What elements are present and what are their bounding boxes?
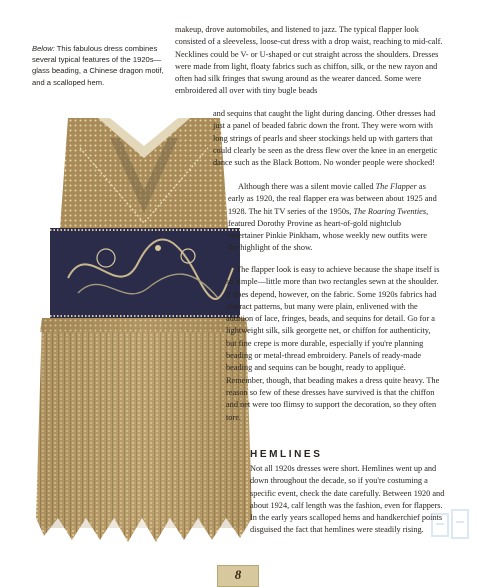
watermark-logo: [428, 506, 472, 546]
paragraph-3: The flapper look is easy to achieve because the shape itself is so simple—little more than two rectangles sewn at the shoulder. It does depend, however, on the fabric. Some 1920s fabrics had abstract patterns, but many were plain, enlivened with the addition of lace, fringes, beads, and sequins for detail. Go for a lightweight silk, silk georgette net, or chiffon for authenticity, but fine crepe is more durable, especially if you're planning beading or metal-thread embroidery. Panels of ready-made beading and sequins can be bought, ready to appliqué. Remember, though, that beading makes a dress quite heavy. The reason so few of these dresses have survived is that the chiffon and net were too flimsy to support the decoration, so they often tore.: [226, 265, 440, 422]
paragraph-1-top: makeup, drove automobiles, and listened to jazz. The typical flapper look consisted of a sleeveless, loose-cut dress with a drop waist, reaching to mid-calf. Necklines could be V- or U-shaped or cut straight across the shoulders. Dresses were made from light, floaty fabrics such as chiffon, silk, or the new rayon and often had silk fringes that swung around as the wearer danced. Some were embroidered all over with tiny bugle beads: [175, 25, 443, 96]
body-column-top: [175, 24, 443, 98]
para2-text-c: , featured Dorothy Provine as heart-of-gold nightclub entertainer Pinkie Pinkham, whose weekly new outfits were the highlight of the show.: [228, 206, 429, 253]
body-column-p3: [226, 264, 440, 424]
section-heading-hemlines: HEMLINES: [250, 449, 323, 460]
series-title: The Roaring Twenties: [353, 206, 427, 216]
paragraph-2: [228, 181, 438, 255]
paragraph-1-rest: and sequins that caught the light during dancing. Other dresses had just a panel of beaded fabric down the front. They were worn with long strings of pearls and sheer stockings held up with garters that could clearly be seen as the dress flew over the knee in an energetic dance such as the Black Bottom. No wonder people were shocked!: [213, 109, 438, 168]
photo-caption: [32, 43, 172, 88]
para2-text-a: Although there was a silent movie called: [238, 182, 376, 191]
body-column-mid: [213, 108, 445, 169]
body-column-p2: [228, 181, 438, 255]
page-number-tab: [217, 565, 259, 587]
page-number: 8: [234, 567, 242, 582]
body-column-hemlines: [250, 463, 446, 537]
caption-label: Below:: [32, 44, 55, 53]
caption-text: This fabulous dress combines several typical features of the 1920s—glass beading, a Chinese dragon motif, and a scalloped hem.: [32, 44, 164, 87]
paragraph-4: Not all 1920s dresses were short. Hemlines went up and down throughout the decade, so if you're costuming a specific event, check the date carefully. Between 1920 and about 1924, calf length was the fashion, even for flappers. In the early years scalloped hems and handkerchief points disguised the fact that hemlines were steadily rising.: [250, 464, 445, 535]
film-title: The Flapper: [375, 182, 417, 191]
para2-text-b: as early as 1920, the real flapper era was between about 1925 and 1928. The hit TV series of the 1950s,: [228, 182, 437, 216]
